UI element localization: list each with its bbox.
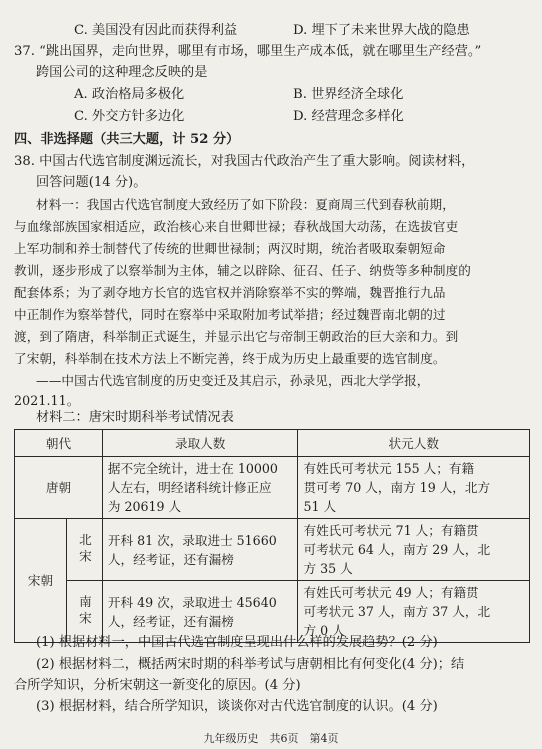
tang-admitted	[102, 457, 298, 519]
table-row-north-song	[15, 519, 530, 581]
cell-line: 可考状元 37 人，南方 37 人，北	[303, 604, 491, 619]
cell-line: 据不完全统计，进士在 10000	[107, 461, 278, 476]
material1-line: 与血缘部族国家相适应，政治核心来自世卿世禄；春秋战国大动荡，在选拔官吏	[14, 219, 459, 234]
north-song-zhuangyuan	[298, 519, 530, 581]
cell-line: 开科 49 次，录取进士 45640	[107, 594, 277, 610]
material2-title: 材料二：唐宋时期科举考试情况表	[36, 410, 234, 425]
section-heading: 四、非选择题（共三大题，计 52 分）	[14, 132, 240, 147]
cell-line: 有姓氏可考状元 71 人；有籍贯	[303, 523, 479, 538]
q38-sub2-line2: 合所学知识，分析宋朝这一新变化的原因。(4 分)	[14, 678, 301, 693]
cell-line: 有姓氏可考状元 49 人；有籍贯	[303, 585, 479, 600]
q37-option-a[interactable]: A. 政治格局多极化	[74, 87, 185, 102]
material1-line: 上军功制和养士制替代了传统的世卿世禄制；两汉时期，统治者吸取秦朝短命	[14, 241, 446, 256]
table-row-tang	[15, 457, 530, 519]
material1-line: 中正制作为察举替代，同时在察举中采取附加考试举措；经过魏晋南北朝的过	[14, 307, 446, 322]
north-song-name	[66, 519, 102, 581]
q37-option-d[interactable]: D. 经营理念多样化	[293, 109, 404, 124]
header-zhuangyuan: 状元人数	[298, 430, 530, 457]
material1-line: 配套体系；为了剥夺地方长官的选官权并消除察举不实的弊端，魏晋推行九品	[14, 285, 446, 300]
north-song-admitted	[102, 519, 298, 581]
south-song-label: 南宋	[76, 594, 92, 629]
cell-line: 方 0 人	[303, 623, 345, 638]
cell-line: 方 35 人	[303, 561, 353, 576]
cell-line: 开科 81 次，录取进士 51660	[107, 532, 277, 548]
q38-sub3: (3) 根据材料，结合所学知识，谈谈你对古代选官制度的认识。(4 分)	[36, 699, 438, 714]
table-header-row	[15, 430, 530, 457]
q38-sub1: (1) 根据材料一，中国古代选官制度呈现出什么样的发展趋势？(2 分)	[36, 635, 438, 650]
song-name: 宋朝	[15, 519, 67, 643]
material1-source: ——中国古代选官制度的历史变迁及其启示，孙录见，西北大学学报，	[36, 373, 430, 388]
cell-line: 有姓氏可考状元 155 人；有籍	[303, 461, 475, 476]
q37-stem-line2: 跨国公司的这种理念反映的是	[36, 65, 208, 80]
material1-source-date: 2021.11。	[14, 393, 80, 408]
q38-stem-line2: 回答问题(14 分)。	[36, 175, 147, 190]
keju-table	[14, 429, 530, 643]
q37-option-c[interactable]: C. 外交方针多边化	[74, 109, 185, 124]
q38-sub2-line1: (2) 根据材料二，概括两宋时期的科举考试与唐朝相比有何变化(4 分)；结	[36, 657, 465, 672]
q37-stem-line1: 37. “跳出国界，走向世界，哪里有市场，哪里生产成本低，就在哪里生产经营。”	[14, 44, 482, 59]
q38-stem-line1: 38. 中国古代选官制度渊远流长，对我国古代政治产生了重大影响。阅读材料，	[14, 154, 475, 169]
cell-line: 人，经考证，还有漏榜	[107, 613, 234, 629]
tang-name: 唐朝	[15, 457, 103, 519]
page-footer: 九年级历史 共6页 第4页	[203, 732, 339, 745]
header-dynasty: 朝代	[15, 430, 103, 457]
cell-line: 为 20619 人	[107, 499, 182, 514]
material1-line: 了宋朝，科举制在技术方法上不断完善，终于成为历史上最重要的选官制度。	[14, 351, 446, 366]
q36-option-d[interactable]: D. 埋下了未来世界大战的隐患	[293, 23, 470, 38]
cell-line: 人，经考证，还有漏榜	[107, 551, 234, 567]
material1-line: 渡，到了隋唐，科举制正式诞生，并显示出它与帝制王朝政治的巨大亲和力。到	[14, 329, 459, 344]
cell-line: 贯可考 70 人，南方 19 人，北方	[303, 480, 491, 495]
header-admitted: 录取人数	[102, 430, 298, 457]
north-song-label: 北宋	[76, 532, 92, 567]
cell-line: 人左右，明经诸科统计修正应	[107, 480, 272, 495]
cell-line: 51 人	[303, 499, 337, 514]
tang-zhuangyuan	[298, 457, 530, 519]
q37-option-b[interactable]: B. 世界经济全球化	[293, 87, 404, 102]
cell-line: 可考状元 64 人，南方 29 人，北	[303, 542, 491, 557]
material1-line: 教训，逐步形成了以察举制为主体，辅之以辟除、征召、任子、纳赀等多种制度的	[14, 263, 471, 278]
q36-option-c[interactable]: C. 美国没有因此而获得利益	[74, 23, 238, 38]
material1-line: 材料一：我国古代选官制度大致经历了如下阶段：夏商周三代到春秋前期，	[36, 197, 455, 212]
